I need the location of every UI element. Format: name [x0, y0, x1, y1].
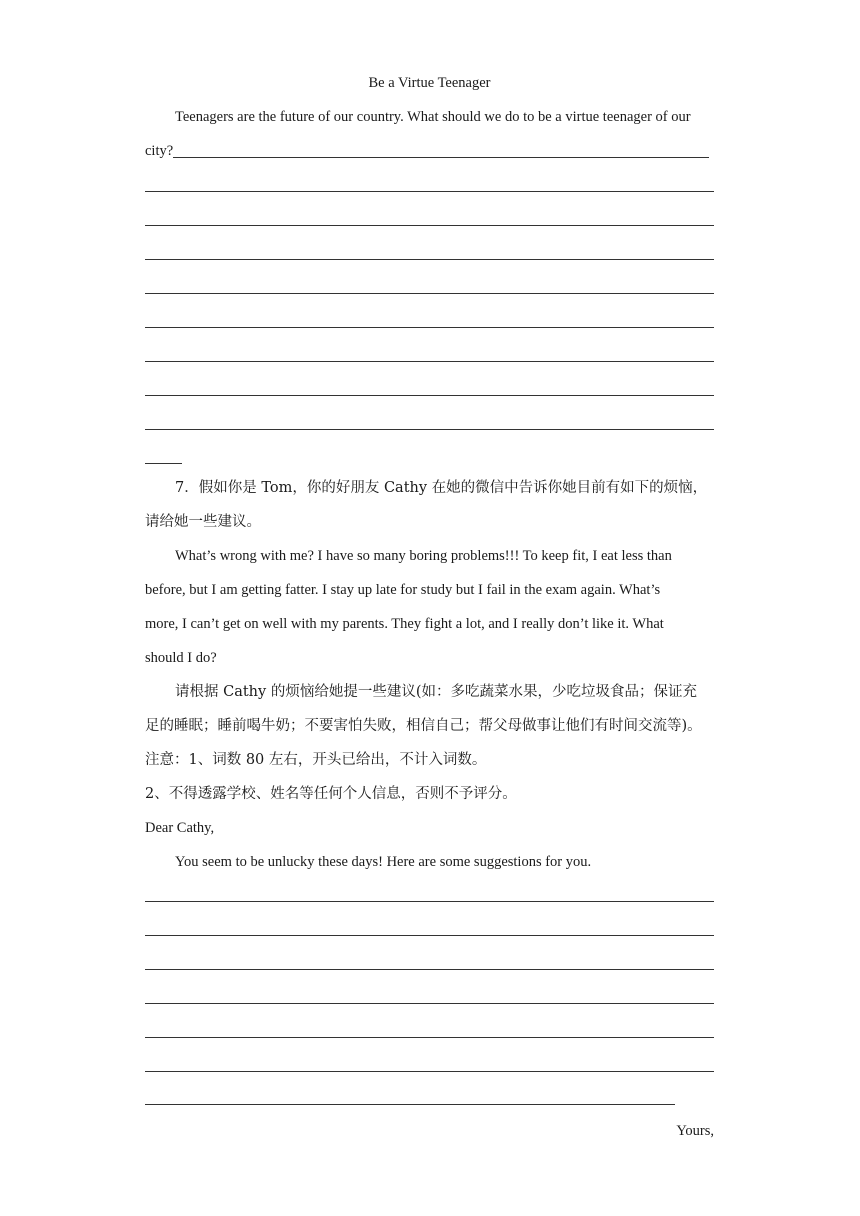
- question-7-intro-line-2: 请给她一些建议。: [145, 514, 261, 530]
- message-line-2: before, but I am getting fatter. I stay up late for study but I fail in the exam again. What’s: [145, 582, 661, 598]
- note-line-1: 注意：1、词数 80 左右，开头已给出，不计入词数。: [145, 752, 487, 768]
- letter-answer-line[interactable]: [145, 1071, 714, 1072]
- answer-line[interactable]: [145, 327, 714, 328]
- letter-answer-line[interactable]: [145, 935, 714, 936]
- letter-answer-line[interactable]: [145, 969, 714, 970]
- instruction-line-1: 请根据 Cathy 的烦恼给她提一些建议(如：多吃蔬菜水果，少吃垃圾食品；保证充: [175, 684, 697, 700]
- message-line-4: should I do?: [145, 650, 217, 666]
- answer-line[interactable]: [145, 225, 714, 226]
- letter-answer-line[interactable]: [145, 1037, 714, 1038]
- question-7-intro-line-1: 7．假如你是 Tom，你的好朋友 Cathy 在她的微信中告诉你她目前有如下的烦恼，: [175, 480, 708, 496]
- instruction-line-2: 足的睡眠；睡前喝牛奶；不要害怕失败，相信自己；帮父母做事让他们有时间交流等)。: [145, 718, 702, 734]
- answer-line-short[interactable]: [145, 463, 182, 464]
- worksheet-page: [145, 0, 714, 1216]
- note-line-2: 2、不得透露学校、姓名等任何个人信息，否则不予评分。: [145, 786, 517, 802]
- answer-line[interactable]: [145, 191, 714, 192]
- answer-line[interactable]: [145, 293, 714, 294]
- essay-title: Be a Virtue Teenager: [368, 75, 491, 91]
- letter-answer-line[interactable]: [145, 901, 714, 902]
- letter-answer-line-last[interactable]: [145, 1104, 675, 1105]
- answer-line-inline[interactable]: [173, 157, 709, 158]
- letter-closing: Yours,: [676, 1123, 714, 1139]
- answer-line[interactable]: [145, 429, 714, 430]
- essay-prompt-question: city?: [145, 143, 174, 159]
- answer-line[interactable]: [145, 361, 714, 362]
- answer-line[interactable]: [145, 259, 714, 260]
- letter-salutation: Dear Cathy,: [145, 820, 215, 836]
- message-line-1: What’s wrong with me? I have so many boring problems!!! To keep fit, I eat less than: [175, 548, 672, 564]
- letter-opening: You seem to be unlucky these days! Here are some suggestions for you.: [175, 854, 592, 870]
- answer-line[interactable]: [145, 395, 714, 396]
- essay-prompt-line-2: [145, 141, 709, 161]
- letter-answer-line[interactable]: [145, 1003, 714, 1004]
- essay-prompt-line-1: Teenagers are the future of our country. What should we do to be a virtue teenager of our: [175, 109, 691, 125]
- message-line-3: more, I can’t get on well with my parents. They fight a lot, and I really don’t like it. What: [145, 616, 664, 632]
